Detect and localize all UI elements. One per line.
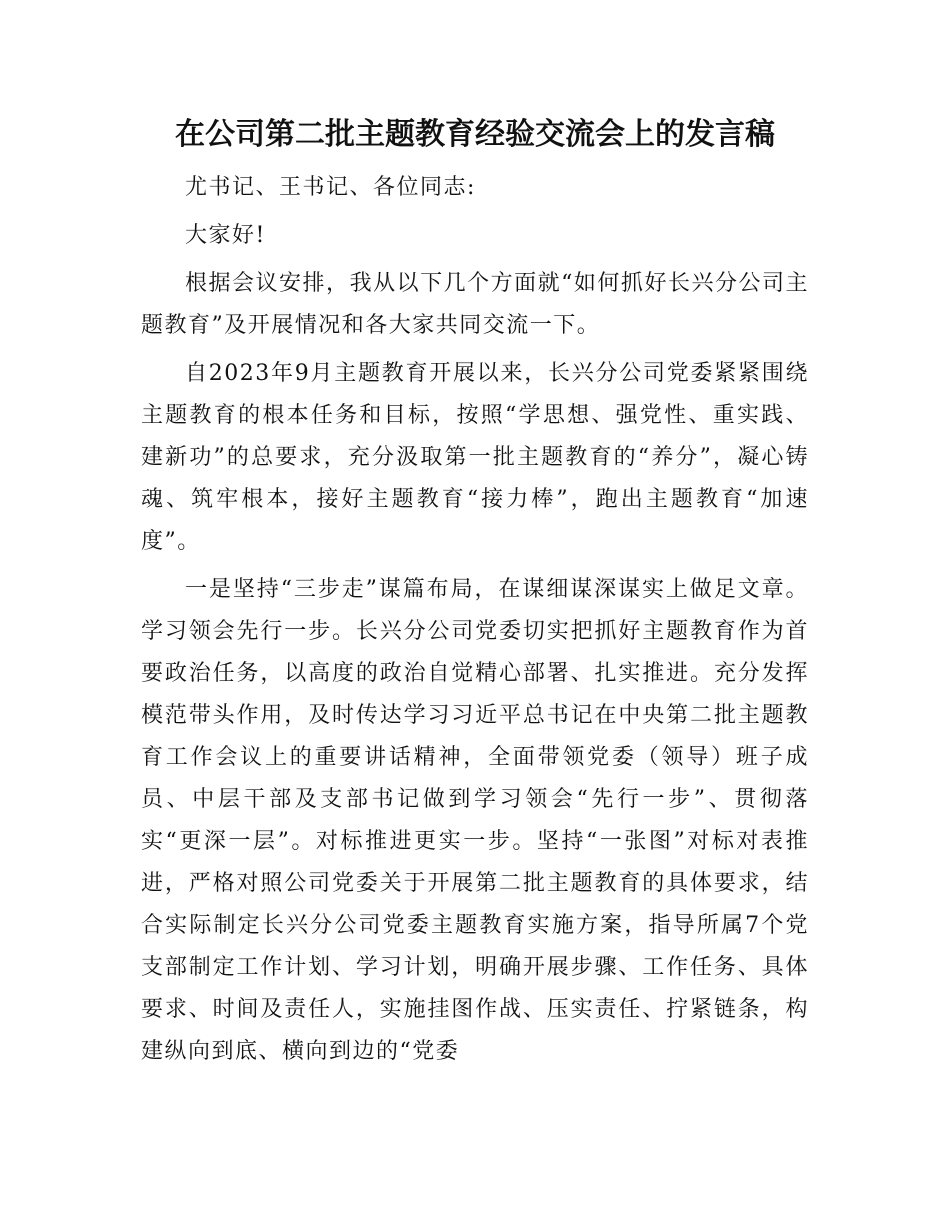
paragraph-intro: 根据会议安排，我从以下几个方面就“如何抓好长兴分公司主题教育”及开展情况和各大家共同交流一下。 [141,271,809,338]
salutation: 尤书记、王书记、各位同志: [185,175,476,200]
document-title: 在公司第二批主题教育经验交流会上的发言稿 [175,117,775,152]
document-page [141,105,809,1079]
paragraph-overview: 自2023年9月主题教育开展以来，长兴分公司党委紧紧围绕主题教育的根本任务和目标，按照“学思想、强党性、重实践、建新功”的总要求，充分汲取第一批主题教育的“养分”，凝心铸魂、筑牢根本，接好主题教育“接力棒”，跑出主题教育“加速度”。 [141,361,809,554]
paragraph-point-one: 一是坚持“三步走”谋篇布局，在谋细谋深谋实上做足文章。学习领会先行一步。长兴分公司党委切实把抓好主题教育作为首要政治任务，以高度的政治自觉精心部署、扎实推进。充分发挥模范带头作用，及时传达学习习近平总书记在中央第二批主题教育工作会议上的重要讲话精神，全面带领党委（领导）班子成员、中层干部及支部书记做到学习领会“先行一步”、贯彻落实“更深一层”。对标推进更实一步。坚持“一张图”对标对表推进，严格对照公司党委关于开展第二批主题教育的具体要求，结合实际制定长兴分公司党委主题教育实施方案，指导所属7个党支部制定工作计划、学习计划，明确开展步骤、工作任务、具体要求、时间及责任人，实施挂图作战、压实责任、拧紧链条，构建纵向到底、横向到边的“党委 [141,577,809,1064]
greeting: 大家好! [185,223,266,248]
